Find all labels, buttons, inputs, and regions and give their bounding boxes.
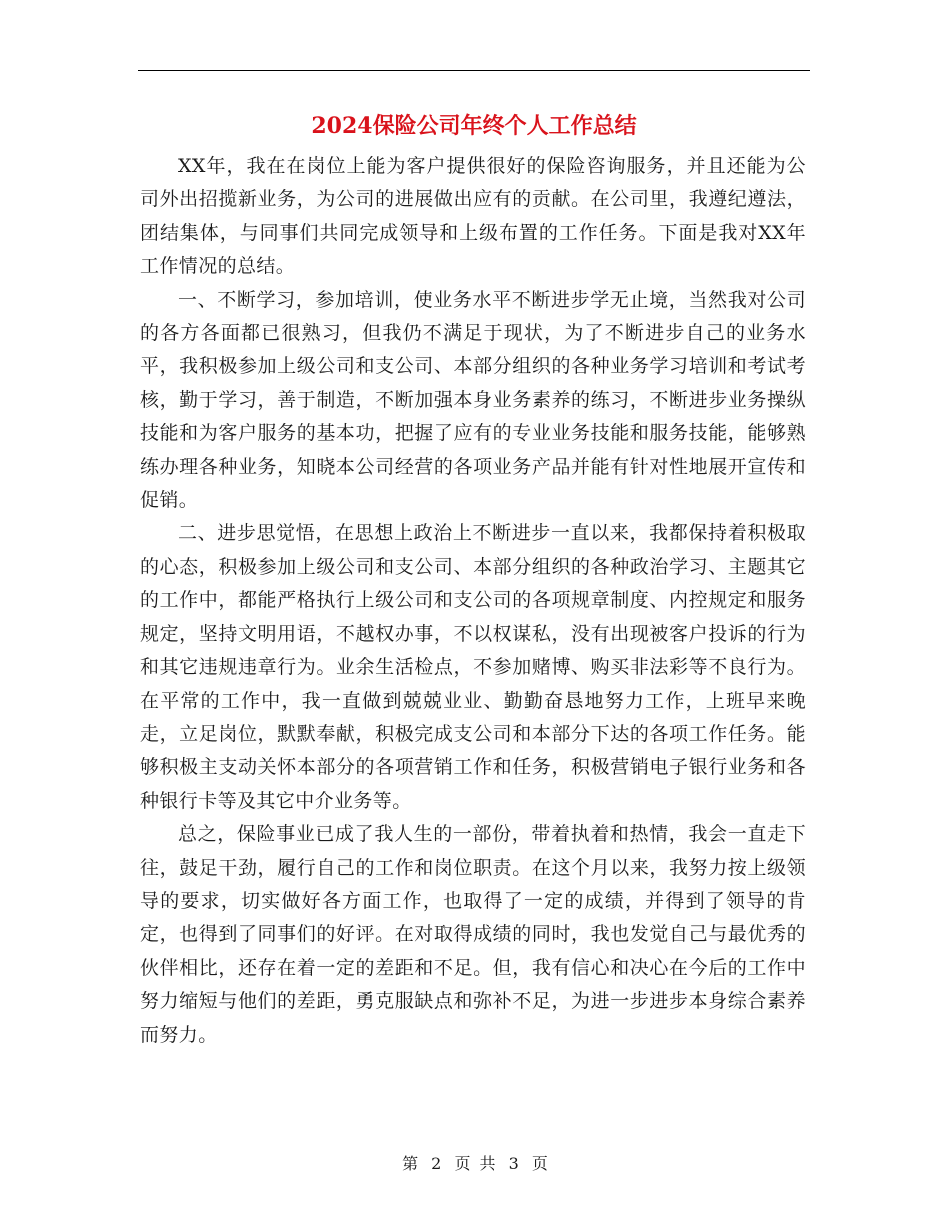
footer-total-pages: 3 xyxy=(508,1154,519,1173)
document-title: 2024保险公司年终个人工作总结 xyxy=(311,113,637,139)
paragraph-conclusion: 总之，保险事业已成了我人生的一部份，带着执着和热情，我会一直走下往，鼓足干劲，履行自己的工作和岗位职责。在这个月以来，我努力按上级领导的要求，切实做好各方面工作，也取得了一定的成绩，并得到了领导的肯定，也得到了同事们的好评。在对取得成绩的同时，我也发觉自己与最优秀的伙伴相比，还存在着一定的差距和不足。但，我有信心和决心在今后的工作中努力缩短与他们的差距，勇克服缺点和弥补不足，为进一步进步本身综合素养而努力。 xyxy=(140,823,806,1046)
header-rule xyxy=(138,70,810,71)
footer-prefix: 第 xyxy=(402,1154,419,1173)
paragraph-awareness: 二、进步思觉悟，在思想上政治上不断进步一直以来，我都保持着积极取的心态，积极参加上级公司和支公司、本部分组织的各种政治学习、主题其它的工作中，都能严格执行上级公司和支公司的各项规章制度、内控规定和服务规定，坚持文明用语，不越权办事，不以权谋私，没有出现被客户投诉的行为和其它违规违章行为。业余生活检点，不参加赌博、购买非法彩等不良行为。在平常的工作中，我一直做到兢兢业业、勤勤奋恳地努力工作，上班早来晚走，立足岗位，默默奉献，积极完成支公司和本部分下达的各项工作任务。能够积极主支动关怀本部分的各项营销工作和任务，积极营销电子银行业务和各种银行卡等及其它中介业务等。 xyxy=(140,522,806,812)
footer-suffix: 页 xyxy=(531,1154,548,1173)
paragraph-intro: XX年，我在在岗位上能为客户提供很好的保险咨询服务，并且还能为公司外出招揽新业务，为公司的进展做出应有的贡献。在公司里，我遵纪遵法，团结集体，与同事们共同完成领导和上级布置的工作任务。下面是我对XX年工作情况的总结。 xyxy=(140,155,806,278)
footer-current-page: 2 xyxy=(431,1154,442,1173)
paragraph-learning: 一、不断学习，参加培训，使业务水平不断进步学无止境，当然我对公司的各方各面都已很熟习，但我仍不满足于现状，为了不断进步自己的业务水平，我积极参加上级公司和支公司、本部分组织的各种业务学习培训和考试考核，勤于学习，善于制造，不断加强本身业务素养的练习，不断进步业务操纵技能和为客户服务的基本功，把握了应有的专业业务技能和服务技能，能够熟练办理各种业务，知晓本公司经营的各项业务产品并能有针对性地展开宣传和促销。 xyxy=(140,288,806,512)
document-body xyxy=(140,150,806,1052)
footer-mid: 页 共 xyxy=(454,1154,496,1173)
page-footer xyxy=(0,1152,950,1176)
